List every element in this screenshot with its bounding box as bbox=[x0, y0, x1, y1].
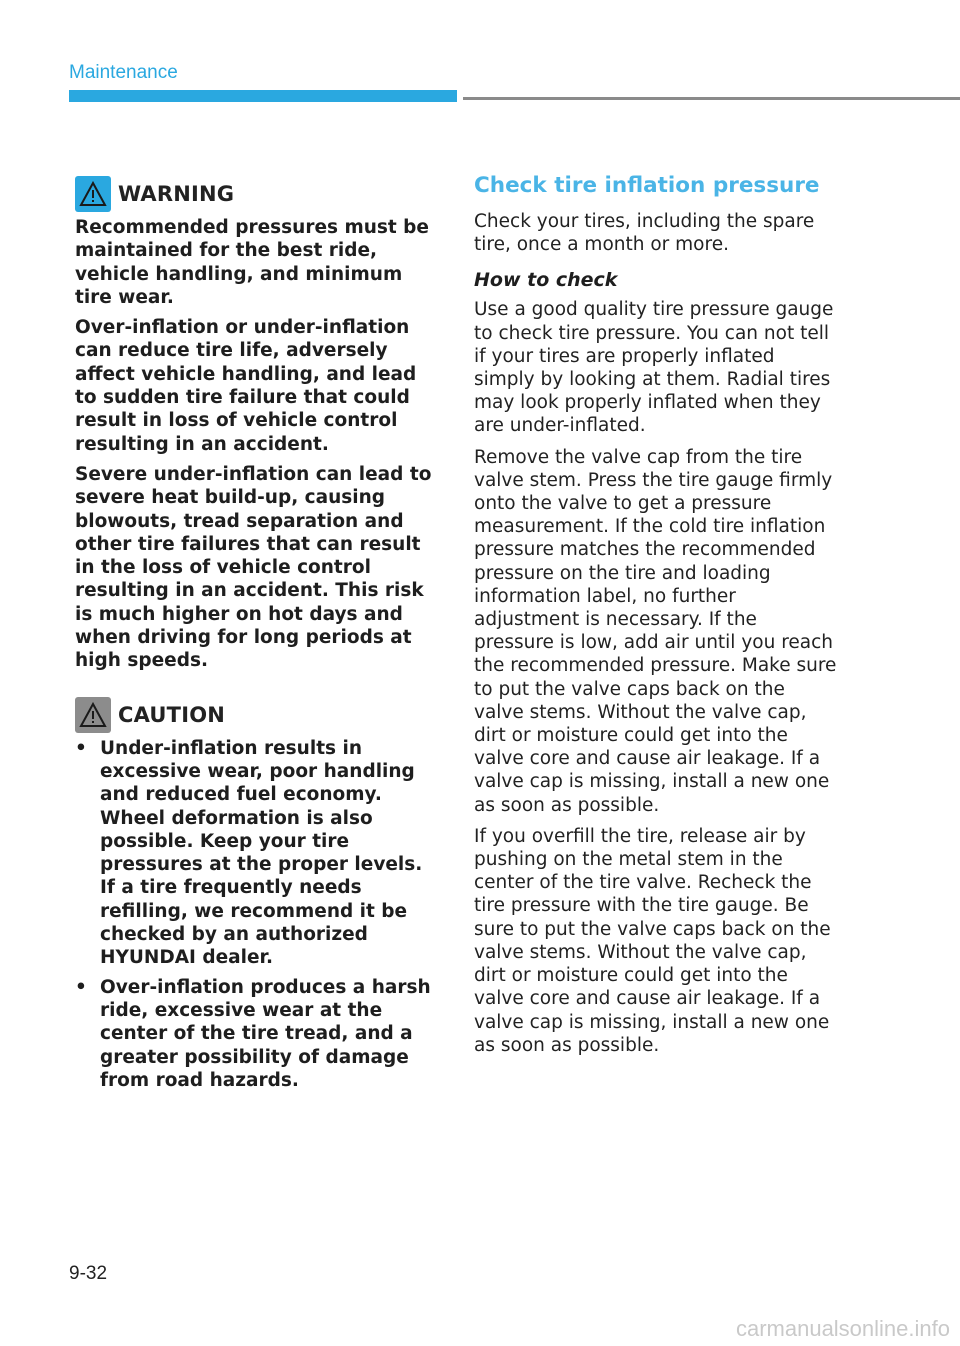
caution-bullet-text: Over-inflation produces a harsh ride, excessive wear at the center of the tire tread, and a greater possibility of damage from road hazards. bbox=[100, 976, 431, 1091]
caution-header bbox=[75, 697, 439, 733]
warning-paragraph: Recommended pressures must be maintained for the best ride, vehicle handling, and minimum tire wear. bbox=[75, 217, 429, 308]
left-column bbox=[75, 176, 439, 1098]
page-number: 9-32 bbox=[69, 1263, 108, 1284]
warning-triangle-icon bbox=[75, 176, 111, 212]
bullet-marker: • bbox=[75, 976, 87, 998]
caution-bullet bbox=[75, 976, 439, 1092]
section-heading: Check tire inflation pressure bbox=[474, 173, 820, 198]
caution-bullet bbox=[75, 737, 439, 970]
warning-paragraph: Over-inflation or under-inflation can reduce tire life, adversely affect vehicle handling, and lead to sudden tire failure that could result in loss of vehicle control resulting in an accident. bbox=[75, 317, 417, 455]
section-label: Maintenance bbox=[69, 62, 178, 83]
caution-title: CAUTION bbox=[118, 702, 226, 727]
right-column bbox=[474, 172, 838, 1065]
subheading: How to check bbox=[474, 269, 618, 292]
warning-header bbox=[75, 176, 439, 212]
body-paragraph: Remove the valve cap from the tire valve stem. Press the tire gauge firmly onto the valve to get a pressure measurement. If the cold tire inflation pressure matches the recommended pressure on the tire and loading information label, no further adjustment is necessary. If the pressure is low, add air until you reach the recommended pressure. Make sure to put the valve caps back on the valve stems. Without the valve cap, dirt or moisture could get into the valve core and cause air leakage. If a valve cap is missing, install a new one as soon as possible. bbox=[474, 446, 837, 816]
warning-title: WARNING bbox=[118, 182, 235, 206]
caution-bullet-text: Under-inflation results in excessive wear, poor handling and reduced fuel economy. Wheel deformation is also possible. Keep your tire pressures at the proper levels. If a tire frequently needs refilling, we recommend it be checked by an authorized HYUNDAI dealer. bbox=[100, 737, 423, 969]
warning-triangle-icon bbox=[75, 697, 111, 733]
bullet-marker: • bbox=[75, 737, 87, 759]
intro-paragraph: Check your tires, including the spare tire, once a month or more. bbox=[474, 211, 815, 256]
body-paragraph: If you overfill the tire, release air by pushing on the metal stem in the center of the tire valve. Recheck the tire pressure with the tire gauge. Be sure to put the valve caps back on the valve stems. Without the valve cap, dirt or moisture could get into the valve core and cause air leakage. If a valve cap is missing, install a new one as soon as possible. bbox=[474, 825, 831, 1056]
warning-paragraph: Severe under-inflation can lead to severe heat build-up, causing blowouts, tread separation and other tire failures that can result in the loss of vehicle control resulting in an accident. This risk is much higher on hot days and when driving for long periods at high speeds. bbox=[75, 463, 432, 672]
body-paragraph: Use a good quality tire pressure gauge to check tire pressure. You can not tell if your tires are properly inflated simply by looking at them. Radial tires may look properly inflated when they are under-inflated. bbox=[474, 299, 834, 437]
watermark: carmanualsonline.info bbox=[735, 1316, 950, 1341]
header-rule bbox=[463, 97, 960, 100]
header-rule-accent bbox=[69, 90, 457, 102]
